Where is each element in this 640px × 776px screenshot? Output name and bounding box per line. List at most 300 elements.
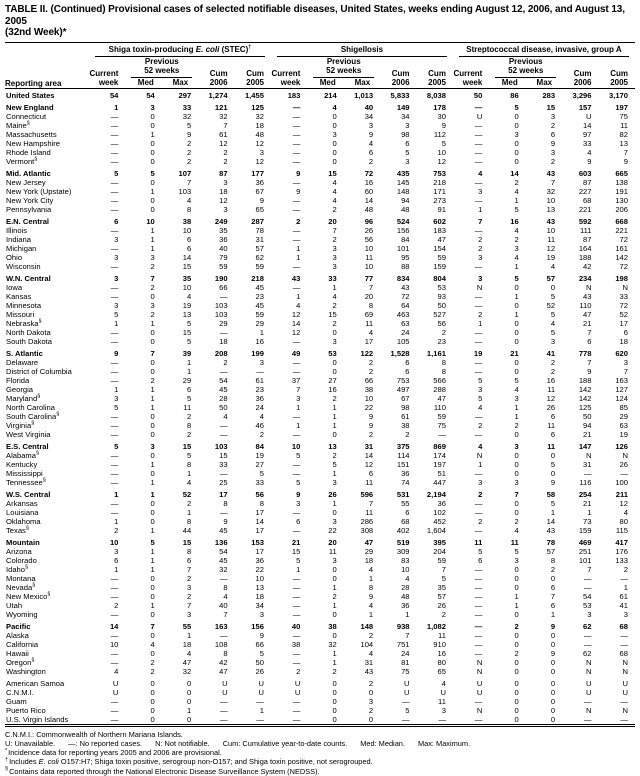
value-cell: U xyxy=(622,678,628,688)
value-cell: — xyxy=(110,261,119,271)
value-cell: 21 xyxy=(583,318,592,328)
value-cell: 1 xyxy=(150,459,155,469)
footnotes xyxy=(5,727,635,776)
table-body xyxy=(5,88,635,725)
value-cell: — xyxy=(292,225,301,235)
value-cell: 56 xyxy=(255,489,264,499)
value-cell: 11 xyxy=(365,507,374,517)
value-cell: 2 xyxy=(623,564,628,574)
table-row xyxy=(5,112,635,121)
value-cell: N xyxy=(622,450,628,460)
value-cell: 0 xyxy=(150,573,155,583)
max-header: Max xyxy=(536,77,553,87)
previous-label: Previous xyxy=(144,56,179,66)
value-cell: 7 xyxy=(550,177,556,187)
value-cell: 48 xyxy=(401,204,410,214)
value-cell: — xyxy=(110,138,119,148)
weeks52-label: 52 weeks xyxy=(313,66,374,78)
value-cell: — xyxy=(256,366,264,376)
value-cell: 2 xyxy=(223,357,228,367)
value-cell: 54 xyxy=(583,591,592,601)
value-cell: 157 xyxy=(578,102,592,112)
current-week-header: Current week xyxy=(271,68,301,87)
value-cell: 6 xyxy=(405,138,410,148)
value-cell: 72 xyxy=(619,261,628,271)
value-cell: — xyxy=(219,366,228,376)
table-row xyxy=(5,253,635,262)
value-cell: 163 xyxy=(615,375,628,385)
value-cell: 84 xyxy=(255,441,264,451)
value-cell: 6 xyxy=(587,336,592,346)
value-cell: 66 xyxy=(255,639,264,649)
value-cell: 1 xyxy=(332,498,337,508)
value-cell: 5 xyxy=(514,102,519,112)
value-cell: 45 xyxy=(255,300,264,310)
value-cell: 3 xyxy=(514,477,519,487)
row-label: Pacific xyxy=(6,621,31,631)
table-row xyxy=(5,187,635,196)
value-cell: — xyxy=(474,525,483,535)
value-cell: — xyxy=(110,204,119,214)
value-cell: 5 xyxy=(296,477,301,487)
table-row xyxy=(5,337,635,346)
value-cell: 7 xyxy=(441,564,446,574)
cum-2005-header: Cum 2005 xyxy=(428,68,446,87)
value-cell: — xyxy=(110,195,119,205)
value-cell: 48 xyxy=(401,591,410,601)
value-cell: 5 xyxy=(114,402,119,412)
value-cell: 3 xyxy=(114,252,119,262)
value-cell: 2 xyxy=(514,648,519,658)
value-cell: 50 xyxy=(473,90,483,100)
value-cell: — xyxy=(110,609,119,619)
value-cell: 36 xyxy=(219,234,228,244)
value-cell: — xyxy=(292,591,301,601)
row-label: Oklahoma xyxy=(6,516,41,526)
group-header-1 xyxy=(271,42,453,57)
value-cell: 14 xyxy=(255,516,264,526)
value-cell: N xyxy=(622,666,628,676)
value-cell: 164 xyxy=(578,243,592,253)
value-cell: 10 xyxy=(291,441,301,451)
value-cell: — xyxy=(474,591,483,601)
value-cell: 28 xyxy=(219,393,228,403)
table-row xyxy=(5,508,635,517)
value-cell: 148 xyxy=(396,186,410,196)
value-cell: 1 xyxy=(332,420,337,430)
value-cell: 1,013 xyxy=(354,90,374,100)
value-cell: 0 xyxy=(332,564,337,574)
value-cell: 13 xyxy=(255,582,264,592)
med-header: Med xyxy=(137,77,154,87)
value-cell: 6 xyxy=(623,327,628,337)
value-cell: — xyxy=(219,507,228,517)
table-row xyxy=(5,121,635,130)
value-cell: 59 xyxy=(437,252,446,262)
value-cell: 47 xyxy=(219,666,228,676)
value-cell: 2 xyxy=(368,429,374,439)
value-cell: 199 xyxy=(251,348,264,358)
value-cell: — xyxy=(474,102,483,112)
value-cell: 9 xyxy=(587,366,592,376)
value-cell: 3 xyxy=(405,156,410,166)
value-cell: 66 xyxy=(219,282,228,292)
value-cell: 67 xyxy=(401,393,410,403)
value-cell: 5 xyxy=(441,138,446,148)
value-cell: 1 xyxy=(332,600,337,610)
value-cell: 7 xyxy=(150,273,155,283)
value-cell: 14 xyxy=(510,168,519,178)
value-cell: 6 xyxy=(186,555,192,565)
row-label: Missouri xyxy=(6,309,35,319)
value-cell: — xyxy=(620,468,628,478)
value-cell: 35 xyxy=(182,273,192,283)
value-cell: 21 xyxy=(583,498,592,508)
value-cell: 7 xyxy=(587,564,592,574)
value-cell: 19 xyxy=(182,300,192,310)
reporting-area-header: Reporting area xyxy=(5,78,62,88)
value-cell: 43 xyxy=(583,291,592,301)
value-cell: — xyxy=(110,129,119,139)
value-cell: 10 xyxy=(255,573,264,583)
value-cell: 38 xyxy=(328,621,337,631)
value-cell: 3 xyxy=(332,243,337,253)
value-cell: 15 xyxy=(182,327,192,337)
value-cell: — xyxy=(292,696,301,706)
value-cell: 10 xyxy=(364,261,374,271)
value-cell: 5 xyxy=(114,441,119,451)
value-cell: 6 xyxy=(114,216,119,226)
value-cell: 15 xyxy=(219,450,228,460)
value-cell: 7 xyxy=(368,498,374,508)
value-cell: 0 xyxy=(550,657,556,667)
value-cell: 40 xyxy=(219,243,228,253)
value-cell: 2 xyxy=(259,429,264,439)
value-cell: 417 xyxy=(615,537,628,547)
value-cell: 2 xyxy=(114,525,119,535)
value-cell: 2 xyxy=(514,420,519,430)
value-cell: 3 xyxy=(368,120,374,130)
med-header: Med xyxy=(319,77,336,87)
table-row xyxy=(5,592,635,601)
value-cell: 0 xyxy=(332,147,337,157)
value-cell: 0 xyxy=(150,204,155,214)
value-cell: 110 xyxy=(433,402,446,412)
value-cell: 3 xyxy=(478,252,483,262)
row-label: Mountain xyxy=(6,537,40,547)
footnote-marker: § xyxy=(5,766,9,773)
value-cell: 50 xyxy=(437,300,446,310)
value-cell: 87 xyxy=(219,168,228,178)
value-cell: 3 xyxy=(587,609,592,619)
value-cell: 753 xyxy=(396,375,410,385)
value-cell: 183 xyxy=(433,225,446,235)
value-cell: 108 xyxy=(214,639,228,649)
value-cell: 98 xyxy=(401,402,410,412)
value-cell: — xyxy=(110,177,119,187)
value-cell: 11 xyxy=(547,441,556,451)
value-cell: 2 xyxy=(405,429,410,439)
value-cell: 1 xyxy=(514,411,519,421)
value-cell: 2 xyxy=(186,147,192,157)
value-cell: 0 xyxy=(150,648,155,658)
value-cell: — xyxy=(292,177,301,187)
row-label: Illinois xyxy=(6,225,28,235)
value-cell: 0 xyxy=(514,609,519,619)
value-cell: 1 xyxy=(478,204,483,214)
value-cell: 20 xyxy=(328,537,337,547)
table-row xyxy=(5,499,635,508)
value-cell: 1 xyxy=(478,318,483,328)
value-cell: 45 xyxy=(219,384,228,394)
value-cell: 3 xyxy=(150,441,155,451)
row-label: Indiana xyxy=(6,234,31,244)
value-cell: 0 xyxy=(150,120,155,130)
value-cell: 81 xyxy=(401,657,410,667)
table-row xyxy=(5,538,635,547)
value-cell: 8 xyxy=(186,546,192,556)
row-label: American Samoa xyxy=(6,678,65,688)
value-cell: 20 xyxy=(328,216,337,226)
value-cell: 0 xyxy=(514,564,519,574)
value-cell: — xyxy=(292,120,301,130)
value-cell: 38 xyxy=(364,384,374,394)
value-cell: 45 xyxy=(255,282,264,292)
value-cell: 3 xyxy=(296,393,301,403)
value-cell: 4 xyxy=(368,327,374,337)
row-label: S. Atlantic xyxy=(6,348,43,358)
value-cell: 5 xyxy=(514,204,519,214)
value-cell: 10 xyxy=(364,393,374,403)
table-row xyxy=(5,358,635,367)
value-cell: 59 xyxy=(219,261,228,271)
value-cell: N xyxy=(476,282,483,292)
value-cell: 375 xyxy=(396,441,410,451)
value-cell: 7 xyxy=(587,327,592,337)
value-cell: 13 xyxy=(619,138,628,148)
row-label: Iowa xyxy=(6,282,23,292)
value-cell: 0 xyxy=(332,573,337,583)
corner-cell xyxy=(5,42,89,57)
value-cell: 2 xyxy=(368,357,374,367)
value-cell: — xyxy=(474,564,483,574)
value-cell: 68 xyxy=(619,621,628,631)
value-cell: 0 xyxy=(150,678,155,688)
table-row xyxy=(5,283,635,292)
value-cell: 5 xyxy=(478,375,483,385)
value-cell: 5 xyxy=(405,705,410,715)
value-cell: 0 xyxy=(514,687,519,697)
value-cell: 19 xyxy=(619,429,628,439)
value-cell: — xyxy=(474,600,483,610)
value-cell: U xyxy=(476,687,483,697)
value-cell: — xyxy=(110,705,119,715)
value-cell: 2 xyxy=(478,516,483,526)
value-cell: 395 xyxy=(433,537,446,547)
cum-2006-header: Cum 2006 xyxy=(209,68,228,87)
value-cell: 103 xyxy=(214,441,228,451)
value-cell: 110 xyxy=(579,300,592,310)
value-cell: 1 xyxy=(150,186,155,196)
value-cell: 102 xyxy=(433,507,446,517)
value-cell: 218 xyxy=(251,273,264,283)
value-cell: 234 xyxy=(578,273,592,283)
value-cell: 1 xyxy=(296,252,301,262)
value-cell: 3 xyxy=(441,705,446,715)
value-cell: 1,274 xyxy=(208,90,228,100)
value-cell: 31 xyxy=(583,459,592,469)
value-cell: — xyxy=(401,696,410,706)
value-cell: 11 xyxy=(365,252,374,262)
value-cell: 620 xyxy=(615,348,628,358)
value-cell: 11 xyxy=(328,546,337,556)
value-cell: 3 xyxy=(259,357,264,367)
cum-2006-header: Cum 2006 xyxy=(573,68,592,87)
value-cell: 1 xyxy=(332,657,337,667)
table-row xyxy=(5,574,635,583)
value-cell: 435 xyxy=(396,168,410,178)
value-cell: 249 xyxy=(214,216,228,226)
value-cell: 5 xyxy=(550,459,556,469)
row-label: W.S. Central xyxy=(6,489,51,499)
value-cell: U xyxy=(112,678,119,688)
value-cell: 87 xyxy=(583,234,592,244)
value-cell: 23 xyxy=(255,291,264,301)
value-cell: 115 xyxy=(615,525,628,535)
value-cell: 14 xyxy=(364,450,374,460)
row-label: Michigan xyxy=(6,243,37,253)
value-cell: 1 xyxy=(186,468,192,478)
table-row xyxy=(5,469,635,478)
value-cell: 3 xyxy=(332,336,337,346)
group-name: Shigellosis xyxy=(340,44,384,54)
value-cell: 0 xyxy=(550,696,556,706)
value-cell: 142 xyxy=(615,252,628,262)
value-cell: — xyxy=(474,468,483,478)
table-row xyxy=(5,139,635,148)
value-cell: 11 xyxy=(510,537,519,547)
value-cell: 2 xyxy=(223,147,228,157)
value-cell: 16 xyxy=(255,336,264,346)
value-cell: 2 xyxy=(550,366,556,376)
row-label: Colorado xyxy=(6,555,37,565)
value-cell: 75 xyxy=(401,666,410,676)
value-cell: 72 xyxy=(401,291,410,301)
value-cell: 96 xyxy=(364,216,374,226)
value-cell: 4 xyxy=(332,195,337,205)
value-cell: 1 xyxy=(296,291,301,301)
value-cell: — xyxy=(110,327,119,337)
value-cell: 3 xyxy=(150,300,155,310)
value-cell: 4 xyxy=(259,411,264,421)
value-cell: 43 xyxy=(291,273,301,283)
value-cell: 0 xyxy=(368,687,374,697)
group-header-2 xyxy=(453,42,635,57)
value-cell: 1 xyxy=(514,591,519,601)
value-cell: 31 xyxy=(255,234,264,244)
value-cell: 38 xyxy=(182,216,192,226)
value-cell: 3 xyxy=(186,582,192,592)
value-cell: 133 xyxy=(615,555,628,565)
value-cell: 1 xyxy=(150,489,155,499)
value-cell: 221 xyxy=(578,204,592,214)
row-label: E.N. Central xyxy=(6,216,50,226)
value-cell: 1 xyxy=(296,564,301,574)
value-cell: — xyxy=(474,147,483,157)
value-cell: 49 xyxy=(291,348,301,358)
value-cell: 14 xyxy=(364,195,374,205)
value-cell: 9 xyxy=(550,648,556,658)
value-cell: 12 xyxy=(364,459,374,469)
value-cell: — xyxy=(292,630,301,640)
value-cell: 0 xyxy=(550,639,556,649)
value-cell: 26 xyxy=(546,402,556,412)
value-cell: — xyxy=(474,630,483,640)
value-cell: 4 xyxy=(223,411,228,421)
value-cell: 4 xyxy=(478,402,483,412)
value-cell: 17 xyxy=(219,489,228,499)
value-cell: 50 xyxy=(255,657,264,667)
value-cell: 2 xyxy=(368,366,374,376)
value-cell: 159 xyxy=(578,525,592,535)
value-cell: 6 xyxy=(550,582,556,592)
value-cell: 5 xyxy=(296,450,301,460)
row-label: District of Columbia xyxy=(6,366,72,376)
glossary-item: U: Unavailable. xyxy=(5,738,56,748)
value-cell: 4 xyxy=(186,648,192,658)
value-cell: 36 xyxy=(401,468,410,478)
value-cell: 3 xyxy=(223,204,228,214)
value-cell: — xyxy=(110,120,119,130)
value-cell: 3 xyxy=(186,609,192,619)
value-cell: 18 xyxy=(255,120,264,130)
value-cell: 3 xyxy=(150,102,155,112)
value-cell: N xyxy=(622,705,628,715)
value-cell: 0 xyxy=(514,639,519,649)
value-cell: 23 xyxy=(255,384,264,394)
value-cell: — xyxy=(474,573,483,583)
value-cell: 6 xyxy=(405,507,410,517)
value-cell: 11 xyxy=(547,420,556,430)
row-label: Nebraska§ xyxy=(6,317,42,328)
value-cell: 22 xyxy=(364,402,374,412)
value-cell: 6 xyxy=(550,129,556,139)
value-cell: 2 xyxy=(150,282,155,292)
footnote-glossary xyxy=(5,739,635,748)
value-cell: 62 xyxy=(255,252,264,262)
value-cell: 26 xyxy=(619,459,628,469)
value-cell: 1 xyxy=(623,582,628,592)
value-cell: — xyxy=(438,714,446,724)
cum-2005-header: Cum 2005 xyxy=(610,68,628,87)
value-cell: 566 xyxy=(433,375,446,385)
value-cell: 61 xyxy=(255,375,264,385)
value-cell: 65 xyxy=(255,204,264,214)
value-cell: 26 xyxy=(437,600,446,610)
value-cell: — xyxy=(110,468,119,478)
value-cell: 0 xyxy=(150,420,155,430)
value-cell: 9 xyxy=(550,138,556,148)
value-cell: U xyxy=(222,687,228,697)
value-cell: 0 xyxy=(514,705,519,715)
value-cell: 15 xyxy=(328,309,337,319)
value-cell: 45 xyxy=(219,525,228,535)
value-cell: 0 xyxy=(150,138,155,148)
table-row xyxy=(5,715,635,726)
value-cell: 1 xyxy=(150,225,155,235)
value-cell: 2 xyxy=(550,120,556,130)
value-cell: — xyxy=(474,648,483,658)
